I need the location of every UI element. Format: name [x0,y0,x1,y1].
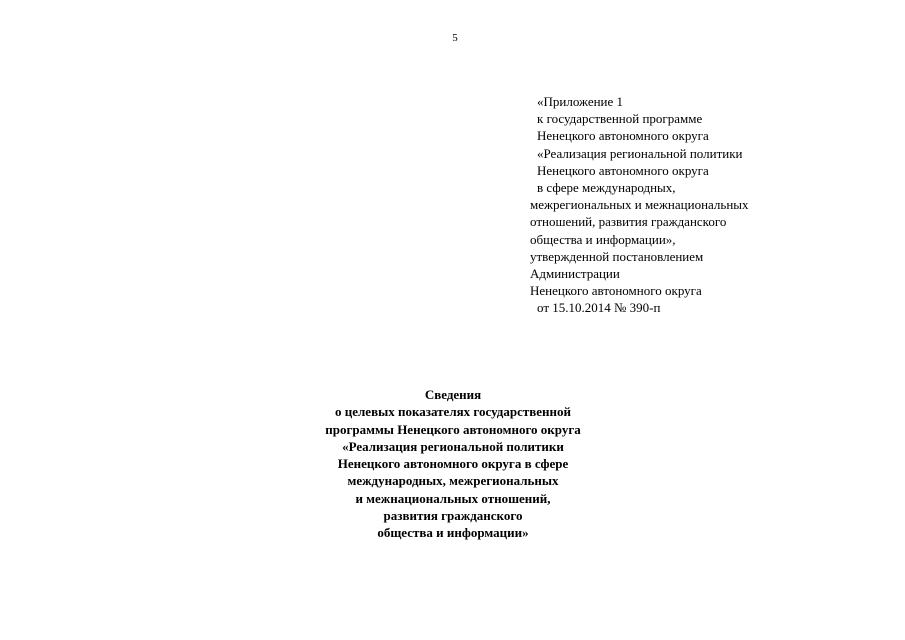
appendix-line: общества и информации», [530,231,676,247]
heading-line: программы Ненецкого автономного округа [325,421,581,437]
appendix-block [530,93,877,317]
heading-title: Сведения [424,387,482,402]
heading-line: общества и информации» [377,525,529,541]
heading-line: развития гражданского [383,508,523,524]
heading-line: и межнациональных отношений, [355,490,551,506]
appendix-line: «Приложение 1 [537,94,624,109]
appendix-line: в сфере международных, [537,180,676,196]
heading-line: «Реализация региональной политики [342,438,564,454]
heading-line: международных, межрегиональных [347,473,559,489]
appendix-line: к государственной программе [537,111,703,127]
appendix-line: «Реализация региональной политики [537,145,743,161]
appendix-line: Ненецкого автономного округа [537,162,709,178]
appendix-line: межрегиональных и межнациональных [530,197,749,213]
appendix-line: утвержденной постановлением [530,248,704,264]
appendix-line: Ненецкого автономного округа [530,283,702,299]
heading-line: о целевых показателях государственной [335,404,571,420]
appendix-line: Администрации [530,266,620,282]
appendix-line: Ненецкого автономного округа [537,128,709,144]
appendix-line: отношений, развития гражданского [530,214,727,230]
appendix-line: от 15.10.2014 № 390-п [537,300,661,316]
document-heading [253,386,653,542]
heading-line: Ненецкого автономного округа в сфере [337,456,569,472]
page-number: 5 [452,32,458,44]
